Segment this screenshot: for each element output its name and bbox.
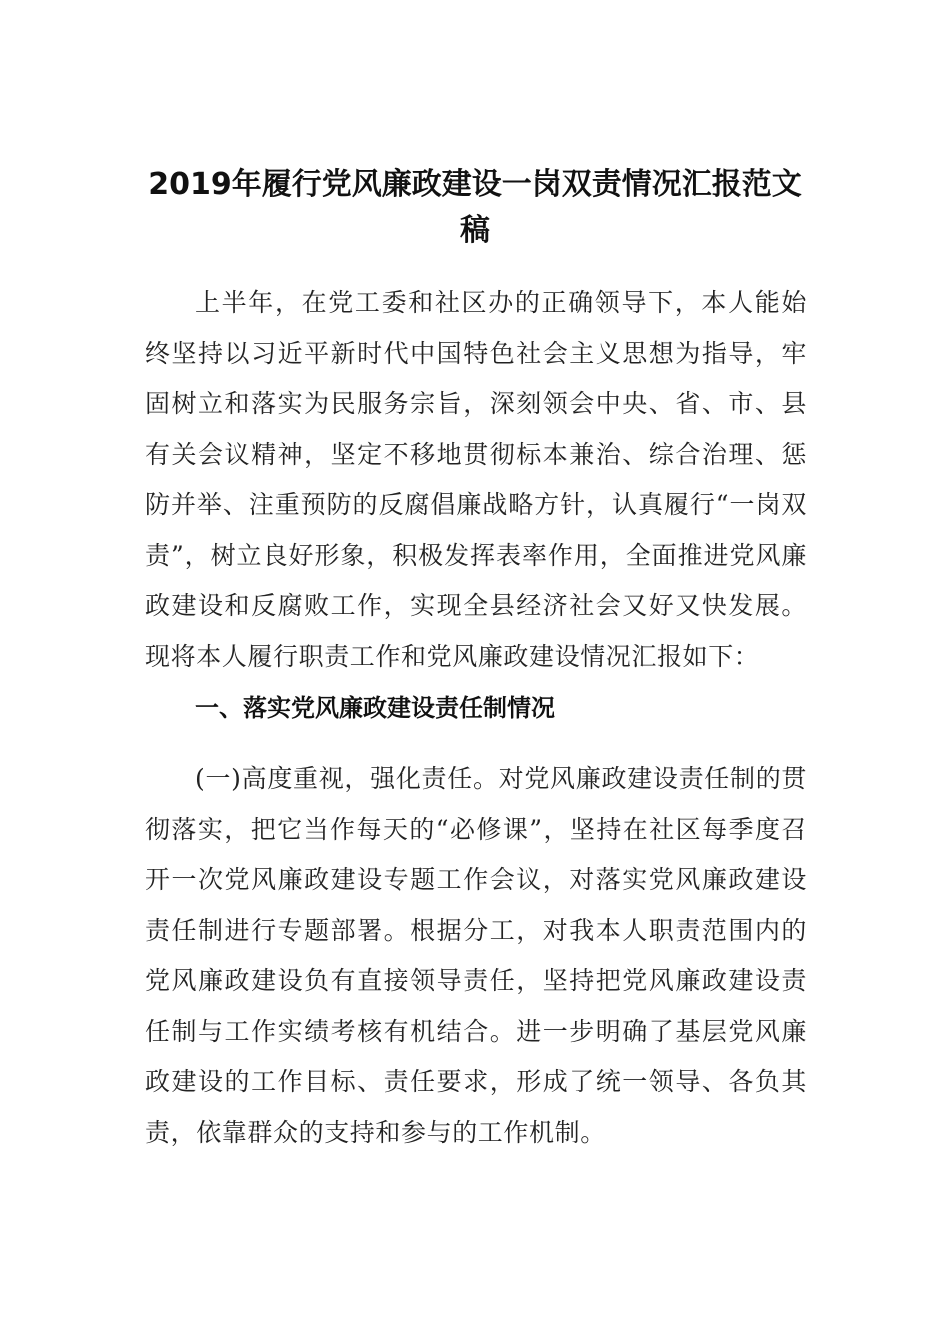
section-heading: 一、落实党风廉政建设责任制情况 bbox=[195, 694, 555, 722]
intro-paragraph: 上半年，在党工委和社区办的正确领导下，本人能始终坚持以习近平新时代中国特色社会主义思想为指导，牢固树立和落实为民服务宗旨，深刻领会中央、省、市、县有关会议精神，坚定不移地贯彻标本兼治、综合治理、惩防并举、注重预防的反腐倡廉战略方针，认真履行“一岗双责”，树立良好形象，积极发挥表率作用，全面推进党风廉政建设和反腐败工作，实现全县经济社会又好又快发展。现将本人履行职责工作和党风廉政建设情况汇报如下： bbox=[145, 288, 807, 671]
section-paragraph: (一)高度重视，强化责任。对党风廉政建设责任制的贯彻落实，把它当作每天的“必修课”，坚持在社区每季度召开一次党风廉政建设专题工作会议，对落实党风廉政建设责任制进行专题部署。根据分工，对我本人职责范围内的党风廉政建设负有直接领导责任，坚持把党风廉政建设责任制与工作实绩考核有机结合。进一步明确了基层党风廉政建设的工作目标、责任要求，形成了统一领导、各负其责，依靠群众的支持和参与的工作机制。 bbox=[145, 764, 807, 1147]
document-title: 2019年履行党风廉政建设一岗双责情况汇报范文稿 bbox=[148, 167, 802, 248]
